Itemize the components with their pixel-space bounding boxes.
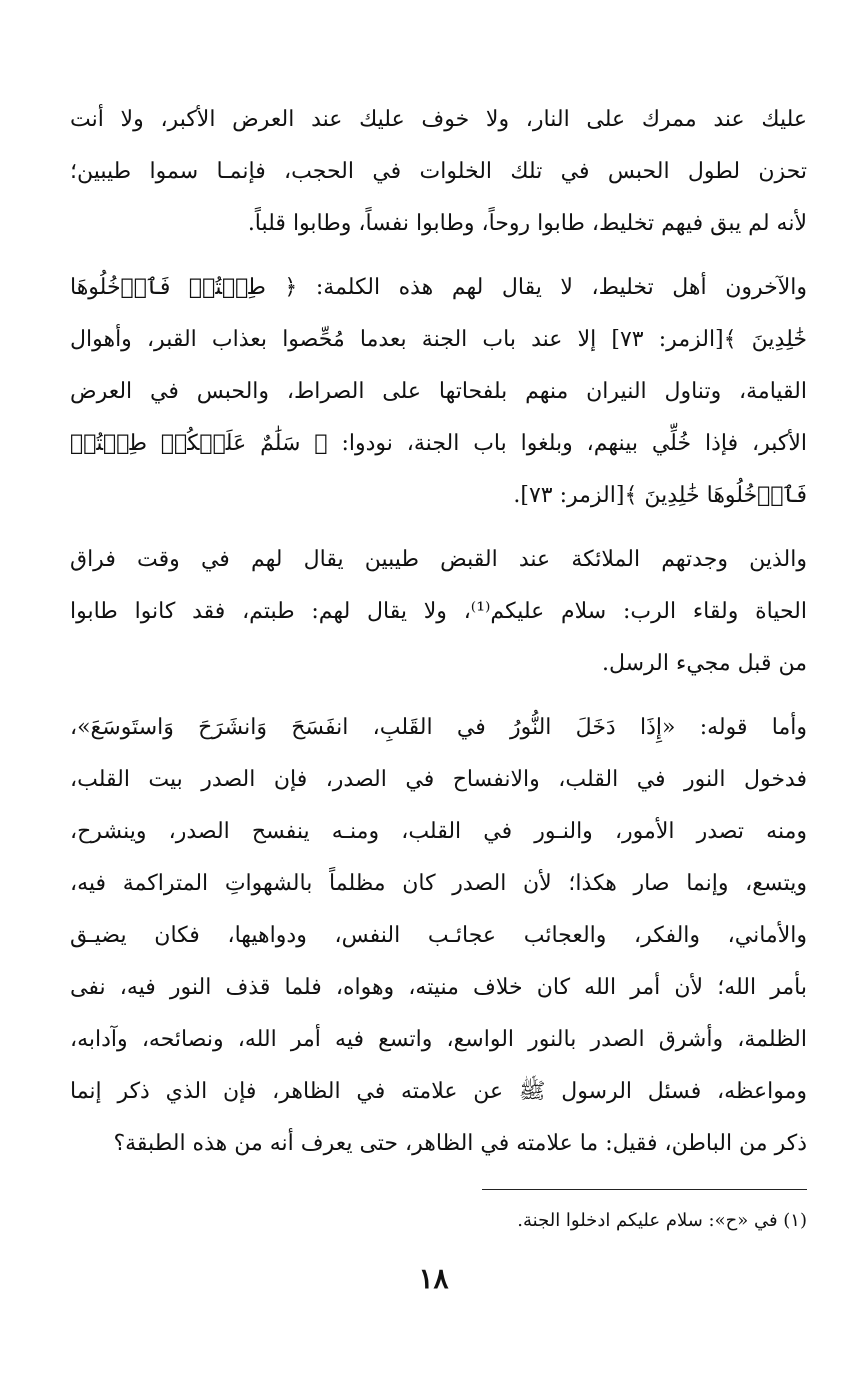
text-line: عليك عند ممرك على النار، ولا خوف عليك عند العرض الأكبر، ولا أنت: [70, 107, 807, 132]
text-line: تحزن لطول الحبس في تلك الخلوات في الحجب، فإنمـا سموا طيبين؛: [70, 159, 807, 184]
text-line: ذكر من الباطن، فقيل: ما علامته في الظاهر، حتى يعرف أنه من هذه الطبقة؟: [113, 1131, 807, 1156]
footnote-divider: [482, 1189, 807, 1190]
page-number: ١٨: [418, 1262, 449, 1295]
text-line: فدخول النور في القلب، والانفساح في الصدر، فإن الصدر بيت القلب،: [70, 767, 807, 792]
text-line: القيامة، وتناول النيران منهم بلفحاتها على الصراط، والحبس في العرض: [70, 379, 807, 404]
paragraph-2: [70, 262, 807, 522]
text-line: الحياة ولقاء الرب: سلام عليكم⁽¹⁾، ولا يقال لهم: طبتم، فقد كانوا طابوا: [70, 599, 807, 624]
footnote: (١) في «ح»: سلام عليكم ادخلوا الجنة.: [517, 1210, 807, 1231]
paragraph-1: [70, 94, 807, 250]
text-line: لأنه لم يبق فيهم تخليط، طابوا روحاً، وطابوا نفساً، وطابوا قلباً.: [247, 211, 807, 236]
text-line: الأكبر، فإذا خُلِّي بينهم، وبلغوا باب الجنة، نودوا: ﴿ سَلَٰمٌ عَلَيۡكُمۡ طِبۡتُمۡ: [70, 431, 807, 456]
text-line: فَٱدۡخُلُوهَا خَٰلِدِينَ ﴾[الزمر: ٧٣].: [513, 483, 807, 508]
text-line: والذين وجدتهم الملائكة عند القبض طيبين يقال لهم في وقت فراق: [70, 547, 807, 572]
text-line: ومواعظه، فسئل الرسول ﷺ عن علامته في الظاهر، فإن الذي ذكر إنما: [70, 1079, 807, 1104]
paragraph-4: [70, 702, 807, 1170]
text-line: والآخرون أهل تخليط، لا يقال لهم هذه الكلمة: ﴿ طِبۡتُمۡ فَٱدۡخُلُوهَا: [70, 275, 807, 300]
text-line: من قبل مجيء الرسل.: [601, 651, 807, 676]
main-text: [70, 94, 807, 1170]
text-line: والأماني، والفكر، والعجائب عجائـب النفس، ودواهيها، فكان يضيـق: [70, 923, 807, 948]
text-line: ومنه تصدر الأمور، والنـور في القلب، ومنـه ينفسح الصدر، وينشرح،: [70, 819, 807, 844]
text-line: بأمر الله؛ لأن أمر الله كان خلاف منيته، وهواه، فلما قذف النور فيه، نفى: [70, 975, 807, 1000]
text-line: خَٰلِدِينَ ﴾[الزمر: ٧٣] إلا عند باب الجنة بعدما مُحِّصوا بعذاب القبر، وأهوال: [70, 327, 807, 352]
paragraph-3: [70, 534, 807, 690]
text-line: وأما قوله: «إِذَا دَخَلَ النُّورُ في القَلبِ، انفَسَحَ وَانشَرَحَ وَاستَوسَعَ»،: [70, 715, 807, 740]
text-line: ويتسع، وإنما صار هكذا؛ لأن الصدر كان مظلماً بالشهواتِ المتراكمة فيه،: [70, 871, 807, 896]
text-line: الظلمة، وأشرق الصدر بالنور الواسع، واتسع فيه أمر الله، ونصائحه، وآدابه،: [70, 1027, 807, 1052]
